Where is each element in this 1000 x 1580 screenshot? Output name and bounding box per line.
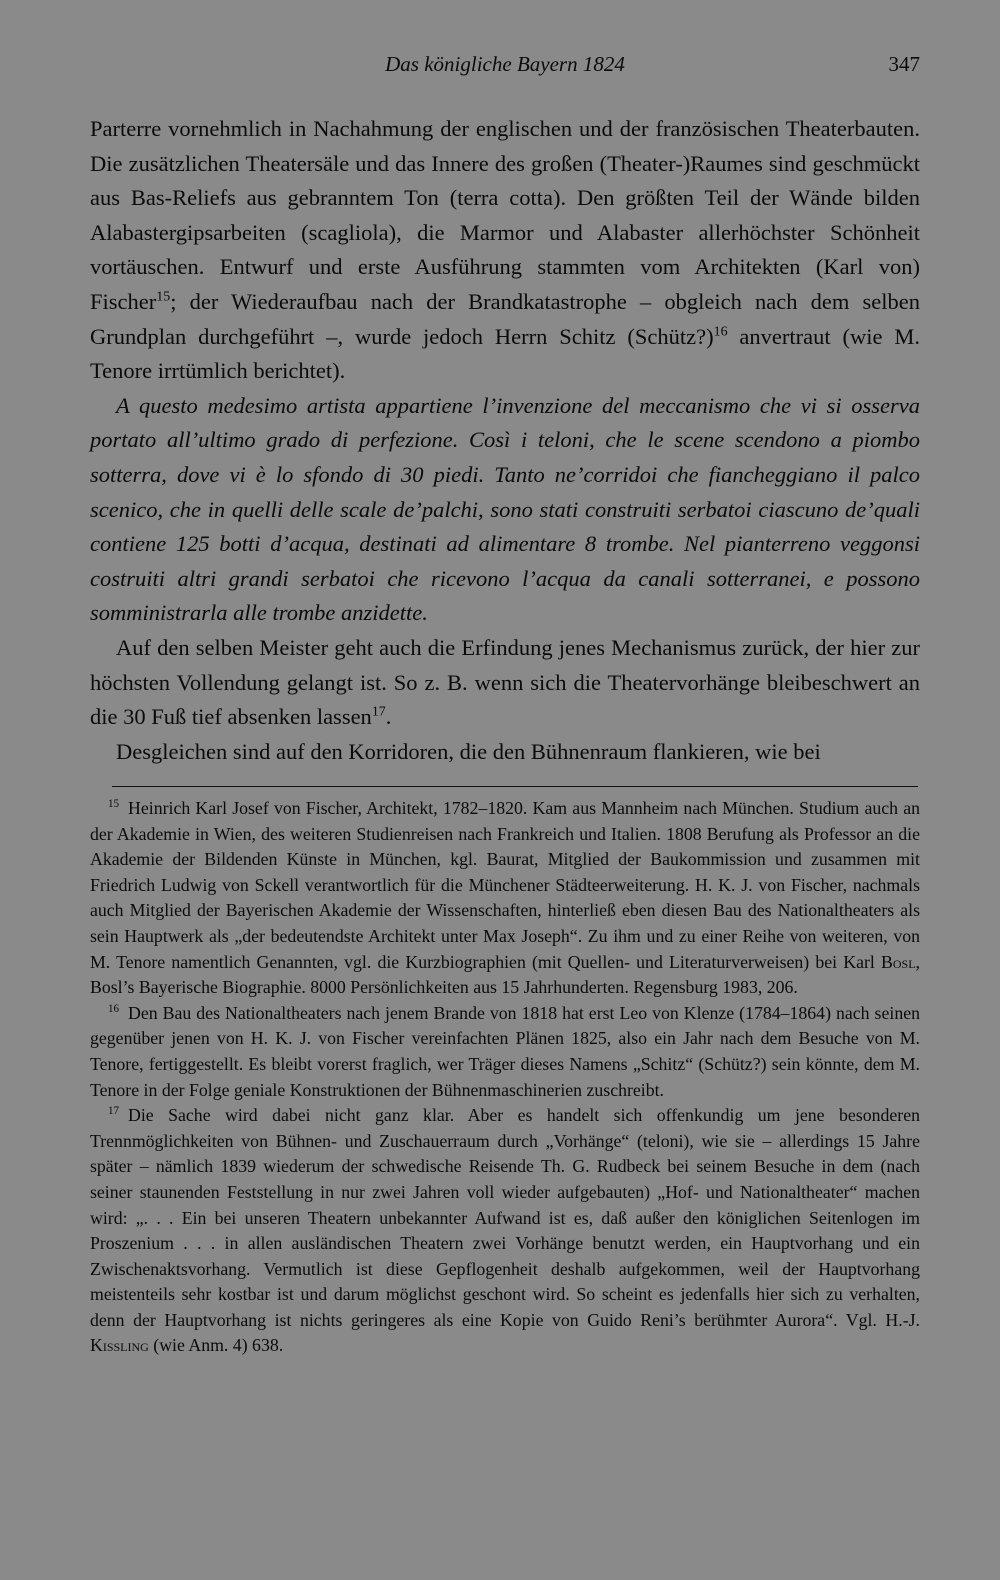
footnote-mark: 16	[108, 1002, 120, 1015]
footnote-text-a: Heinrich Karl Josef von Fischer, Architekt, 1782–1820. Kam aus Mannheim nach München. Studium auch an der Akademie in Wien, des weiteren Studienreisen nach Frankreich und Italien. 1808 Berufung als Professor an die Akademie der Bildenden Künste in München, kgl. Baurat, Mitglied der Baukommission und zusammen mit Friedrich Ludwig von Sckell verantwortlich für die Münchener Städteerweiterung. H. K. J. von Fischer, nachmals auch Mitglied der Bayerischen Akademie der Wissenschaften, hinterließ eben diesen Bau des Nationaltheaters als sein Hauptwerk als „der bedeutendste Architekt unter Max Joseph“. Zu ihm und zu einer Reihe von weiteren, von M. Tenore namentlich Genannten, vgl. die Kurzbiographien (mit Quellen- und Literaturverweisen) bei Karl	[90, 798, 920, 972]
footnote-ref-17: 17	[371, 704, 386, 720]
paragraph-2	[90, 631, 920, 735]
paragraph-1	[90, 112, 920, 389]
footnote-15	[90, 796, 920, 1001]
footnote-text-a: Den Bau des Nationaltheaters nach jenem Brande von 1818 hat erst Leo von Klenze (1784–1864) nach seinen gegenüber jenen von H. K. J. von Fischer vereinfachten Plänen 1825, also ein Jahr nach dem Besuche von M. Tenore, fertiggestellt. Es bleibt vorerst fraglich, wer Träger dieses Namens „Schitz“ (Schütz?) sein könnte, dem M. Tenore in der Folge geniale Konstruktionen der Bühnenmaschinerien zuschreibt.	[90, 1002, 920, 1100]
footnote-divider	[112, 786, 918, 787]
main-text	[90, 112, 920, 769]
footnote-text-b: , Bosl’s Bayerische Biographie. 8000 Persönlichkeiten aus 15 Jahrhunderten. Regensburg 1983, 206.	[90, 951, 920, 998]
footnote-16	[90, 1001, 920, 1103]
footnote-text-a: Die Sache wird dabei nicht ganz klar. Aber es handelt sich offenkundig um jene besonderen Trennmöglichkeiten von Bühnen- und Zuschauerraum durch „Vorhänge“ (teloni), wie sie – allerdings 15 Jahre später – nämlich 1839 wiederum der schwedische Reisende Th. G. Rudbeck bei seinem Besuche in dem (nach seiner staunenden Feststellung in nur zwei Jahren voll wieder aufgebauten) „Hof- und Nationaltheater“ machen wird: „. . . Ein bei unseren Theatern unbekannter Aufwand ist es, daß außer den königlichen Seitenlogen im Proszenium . . . in allen ausländischen Theatern zwei Vorhänge benutzt werden, ein Hauptvorhang und ein Zwischenaktsvorhang. Vermutlich ist diese Gepflogenheit deshalb aufgekommen, weil der Hauptvorhang meistenteils sehr kostbar ist und darum möglichst geschont wird. So scheint es jedenfalls hier sich zu verhalten, denn der Hauptvorhang ist nichts geringeres als eine Kopie von Guido Reni’s berühmter Aurora“. Vgl. H.-J.	[90, 1105, 920, 1330]
paragraph-1-text-b: ; der Wiederaufbau nach der Brandkatastrophe – obgleich nach dem selben Grundplan durchgeführt –, wurde jedoch Herrn Schitz (Schütz?)	[90, 288, 920, 349]
footnotes	[90, 796, 920, 1359]
paragraph-2-text-b: .	[385, 704, 392, 730]
running-title: Das königliche Bayern 1824	[385, 52, 625, 76]
author-name-smallcaps: Kissling	[90, 1335, 149, 1356]
footnote-mark: 17	[108, 1105, 120, 1118]
footnote-mark: 15	[108, 798, 120, 811]
author-name-smallcaps: Bosl	[881, 951, 916, 972]
page-number: 347	[888, 52, 920, 76]
footnote-text-b: (wie Anm. 4) 638.	[148, 1335, 284, 1356]
footnote-ref-15: 15	[156, 289, 171, 305]
paragraph-1-text-a: Parterre vornehmlich in Nachahmung der englischen und der französischen Theaterbauten. Die zusätzlichen Theatersäle und das Innere des großen (Theater-)Raumes sind geschmückt aus Bas-Reliefs aus gebranntem Ton (terra cotta). Den größten Teil der Wände bilden Alabastergipsarbeiten (scagliola), die Marmor und Alabaster allerhöchster Schönheit vortäuschen. Entwurf und erste Ausführung stammten vom Architekten (Karl von) Fischer	[90, 116, 920, 314]
page-header	[90, 52, 920, 84]
footnote-17	[90, 1103, 920, 1359]
paragraph-3: Desgleichen sind auf den Korridoren, die den Bühnenraum flankieren, wie bei	[116, 738, 821, 764]
paragraph-2-text-a: Auf den selben Meister geht auch die Erfindung jenes Mechanismus zurück, der hier zur höchsten Vollendung gelangt ist. So z. B. wenn sich die Theatervorhänge bleibeschwert an die 30 Fuß tief absenken lassen	[90, 634, 920, 730]
footnote-ref-16: 16	[713, 324, 728, 340]
paragraph-1-text-c: anvertraut (wie M. Tenore irrtümlich berichtet).	[90, 323, 920, 384]
italian-quote: A questo medesimo artista appartiene l’invenzione del meccanismo che vi si osserva portato all’ultimo grado di perfezione. Così i teloni, che le scene scendono a piombo sotterra, dove vi è lo sfondo di 30 piedi. Tanto ne’corridoi che fiancheggiano il palco scenico, che in quelli delle scale de’palchi, sono stati construiti serbatoi ciascuno de’quali contiene 125 botti d’acqua, destinati ad alimentare 8 trombe. Nel pianterreno veggonsi costruiti altri grandi serbatoi che ricevono l’acqua da canali sotterranei, e possono somministrarla alle trombe anzidette.	[90, 392, 920, 626]
